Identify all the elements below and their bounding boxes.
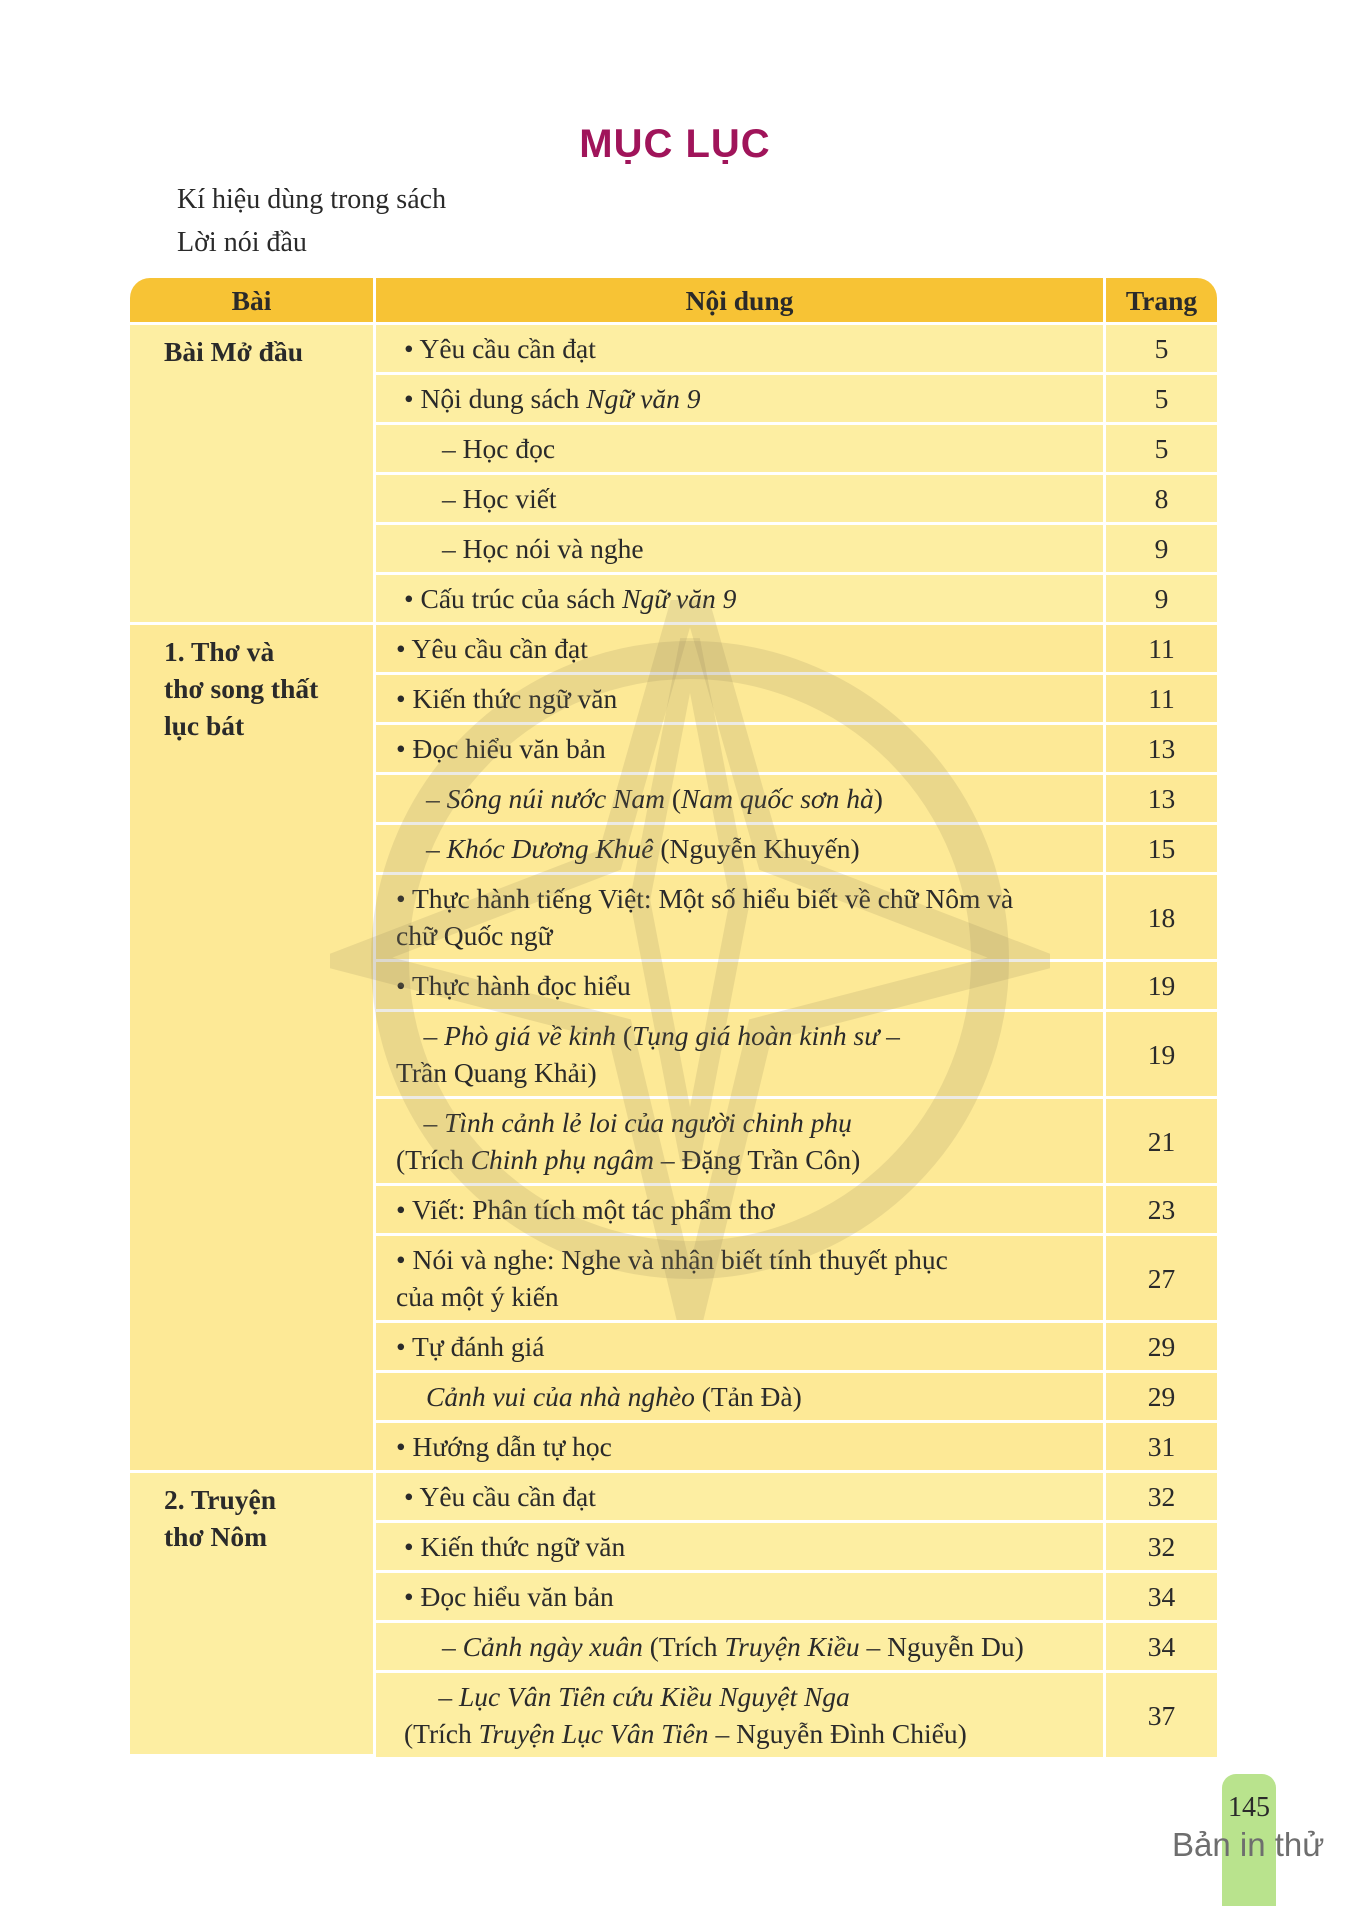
page-ref: 18 xyxy=(1106,875,1217,962)
toc-table xyxy=(130,278,1217,1757)
entry-text: (Nguyễn Khuyến) xyxy=(653,833,860,864)
toc-entry xyxy=(376,725,1106,775)
entry-text: • Yêu cầu cần đạt xyxy=(404,1481,596,1512)
header-page: Trang xyxy=(1106,278,1217,325)
entry-text: • Đọc hiểu văn bản xyxy=(404,1581,614,1612)
entry-text: (Trích xyxy=(396,1144,471,1175)
toc-entry xyxy=(376,1573,1106,1623)
toc-entry xyxy=(376,1673,1106,1757)
entry-text: Cảnh vui của nhà nghèo xyxy=(426,1381,695,1412)
page-ref: 37 xyxy=(1106,1673,1217,1757)
entry-text: – Cảnh ngày xuân xyxy=(442,1631,643,1662)
page-ref: 13 xyxy=(1106,725,1217,775)
entry-text: – Đặng Trần Côn) xyxy=(653,1144,861,1175)
table-header-row xyxy=(130,278,1217,325)
entry-text: (Trích xyxy=(404,1718,479,1749)
toc-entry xyxy=(376,675,1106,725)
header-lesson: Bài xyxy=(130,278,376,325)
entry-text: (Trích xyxy=(642,1631,725,1662)
entry-text: • Hướng dẫn tự học xyxy=(396,1431,612,1462)
front-matter-item: Lời nói đầu xyxy=(177,227,307,258)
entry-text: • Yêu cầu cần đạt xyxy=(396,633,588,664)
front-matter-item: Kí hiệu dùng trong sách xyxy=(177,184,447,215)
entry-text: Nam quốc sơn hà xyxy=(681,783,874,814)
entry-text: • Kiến thức ngữ văn xyxy=(396,683,618,714)
entry-text: Ngữ văn 9 xyxy=(586,383,701,414)
entry-text: Truyện Kiều xyxy=(724,1631,860,1662)
entry-text: – Trần Quang Khải) xyxy=(396,1020,900,1088)
page-ref: 11 xyxy=(1106,675,1217,725)
toc-entry xyxy=(376,1186,1106,1236)
toc-row xyxy=(130,325,1217,375)
entry-text: • Nói và nghe: Nghe và nhận biết tính thuyết phục của một ý kiến xyxy=(396,1244,948,1312)
lesson-name: 2. Truyện thơ Nôm xyxy=(130,1473,376,1757)
entry-text: – Nguyễn Du) xyxy=(859,1631,1024,1662)
toc-entry xyxy=(376,1373,1106,1423)
toc-entry xyxy=(376,525,1106,575)
entry-text: • Cấu trúc của sách xyxy=(404,583,623,614)
entry-text: • Kiến thức ngữ văn xyxy=(404,1531,626,1562)
lesson-name: Bài Mở đầu xyxy=(130,325,376,625)
toc-entry xyxy=(376,575,1106,625)
page-ref: 19 xyxy=(1106,1012,1217,1099)
toc-row xyxy=(130,1473,1217,1523)
toc-entry xyxy=(376,962,1106,1012)
toc-entry xyxy=(376,1236,1106,1323)
entry-text: – Học đọc xyxy=(442,433,556,464)
edition-label: Bản in thử xyxy=(1172,1826,1325,1863)
entry-text: – Nguyễn Đình Chiểu) xyxy=(708,1718,967,1749)
entry-text: • Đọc hiểu văn bản xyxy=(396,733,606,764)
entry-text: Ngữ văn 9 xyxy=(622,583,737,614)
toc-entry xyxy=(376,775,1106,825)
page-ref: 31 xyxy=(1106,1423,1217,1473)
entry-text: – Học nói và nghe xyxy=(442,533,644,564)
toc-entry xyxy=(376,825,1106,875)
entry-text: Tụng giá hoàn kinh sư xyxy=(632,1020,880,1051)
page-ref: 5 xyxy=(1106,425,1217,475)
entry-text: • Thực hành đọc hiểu xyxy=(396,970,631,1001)
page-ref: 29 xyxy=(1106,1373,1217,1423)
toc-row xyxy=(130,625,1217,675)
toc-entry xyxy=(376,1523,1106,1573)
entry-text: ( xyxy=(615,1020,632,1051)
page-ref: 11 xyxy=(1106,625,1217,675)
entry-text: (Tản Đà) xyxy=(694,1381,802,1412)
entry-text: – Lục Vân Tiên cứu Kiều Nguyệt Nga xyxy=(404,1681,850,1712)
toc-entry xyxy=(376,1323,1106,1373)
toc-entry xyxy=(376,375,1106,425)
page-ref: 5 xyxy=(1106,325,1217,375)
toc-entry xyxy=(376,475,1106,525)
entry-text: • Thực hành tiếng Việt: Một số hiểu biết về chữ Nôm và chữ Quốc ngữ xyxy=(396,883,1014,951)
entry-text: • Nội dung sách xyxy=(404,383,587,414)
toc-entry xyxy=(376,1099,1106,1186)
entry-text: – Khóc Dương Khuê xyxy=(426,833,654,864)
entry-text: ( xyxy=(664,783,682,814)
page-ref: 34 xyxy=(1106,1623,1217,1673)
page-ref: 32 xyxy=(1106,1523,1217,1573)
entry-text: Chinh phụ ngâm xyxy=(470,1144,654,1175)
toc-entry xyxy=(376,1623,1106,1673)
toc-entry xyxy=(376,625,1106,675)
entry-text: – Học viết xyxy=(442,483,557,514)
page-ref: 29 xyxy=(1106,1323,1217,1373)
page-ref: 34 xyxy=(1106,1573,1217,1623)
page-ref: 9 xyxy=(1106,525,1217,575)
page-title: MỤC LỤC xyxy=(579,122,771,166)
page-ref: 19 xyxy=(1106,962,1217,1012)
toc-entry xyxy=(376,1473,1106,1523)
page-ref: 13 xyxy=(1106,775,1217,825)
lesson-name: 1. Thơ và thơ song thất lục bát xyxy=(130,625,376,1473)
entry-text: ) xyxy=(873,783,883,814)
page-ref: 23 xyxy=(1106,1186,1217,1236)
entry-text: – Phò giá về kinh xyxy=(396,1020,616,1051)
toc-entry xyxy=(376,325,1106,375)
entry-text: • Viết: Phân tích một tác phẩm thơ xyxy=(396,1194,775,1225)
page-ref: 27 xyxy=(1106,1236,1217,1323)
toc-entry xyxy=(376,1423,1106,1473)
entry-text: • Tự đánh giá xyxy=(396,1331,545,1362)
page-ref: 32 xyxy=(1106,1473,1217,1523)
entry-text: – Tình cảnh lẻ loi của người chinh phụ xyxy=(396,1107,852,1138)
page-ref: 8 xyxy=(1106,475,1217,525)
page-ref: 5 xyxy=(1106,375,1217,425)
page-ref: 9 xyxy=(1106,575,1217,625)
entry-text: • Yêu cầu cần đạt xyxy=(404,333,596,364)
header-content: Nội dung xyxy=(376,278,1106,325)
page-ref: 21 xyxy=(1106,1099,1217,1186)
page-number: 145 xyxy=(1228,1792,1270,1823)
page-ref: 15 xyxy=(1106,825,1217,875)
entry-text: – Sông núi nước Nam xyxy=(426,783,665,814)
toc-entry xyxy=(376,875,1106,962)
toc-entry xyxy=(376,425,1106,475)
toc-entry xyxy=(376,1012,1106,1099)
toc-body xyxy=(130,325,1217,1757)
entry-text: Truyện Lục Vân Tiên xyxy=(478,1718,709,1749)
